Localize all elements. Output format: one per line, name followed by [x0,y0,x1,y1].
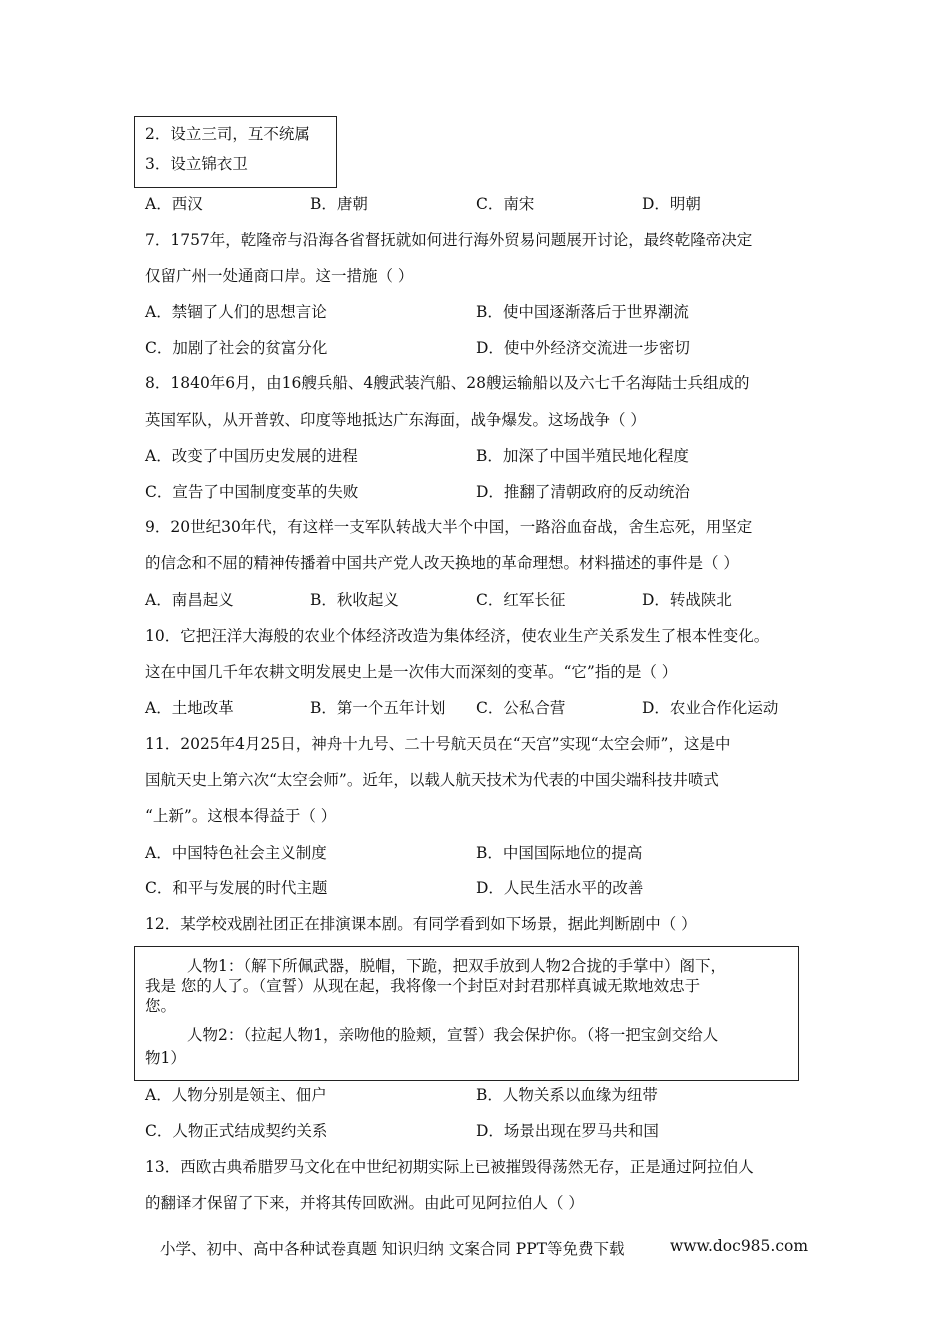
q9-option-a: A．南昌起义 [145,591,234,609]
q12-scene-box [134,946,799,1081]
q9-stem-line-1: 9．20世纪30年代，有这样一支军队转战大半个中国，一路浴血奋战，舍生忘死，用坚定 [145,518,753,536]
q7-option-d: D．使中外经济交流进一步密切 [476,339,690,357]
q11-stem-line-1: 11．2025年4月25日，神舟十九号、二十号航天员在“天宫”实现“太空会师”，这是中 [145,735,731,753]
q8-option-a: A．改变了中国历史发展的进程 [145,447,358,465]
q12-option-d: D．场景出现在罗马共和国 [476,1122,659,1140]
q12-box-line-2: 我是 您的人了。（宣誓）从现在起，我将像一个封臣对封君那样真诚无欺地效忠于 [145,977,701,995]
q8-option-d: D．推翻了清朝政府的反动统治 [476,483,690,501]
q9-stem-line-2: 的信念和不屈的精神传播着中国共产党人改天换地的革命理想。材料描述的事件是（ ） [145,554,739,572]
q11-option-c: C．和平与发展的时代主题 [145,879,328,897]
q6-option-c: C．南宋 [476,195,535,213]
q7-option-a: A．禁锢了人们的思想言论 [145,303,327,321]
q10-option-d: D．农业合作化运动 [642,699,779,717]
q11-option-d: D．人民生活水平的改善 [476,879,644,897]
q6-option-a: A．西汉 [145,195,203,213]
box-item-3: 3．设立锦衣卫 [145,155,248,173]
q10-stem-line-1: 10．它把汪洋大海般的农业个体经济改造为集体经济，使农业生产关系发生了根本性变化。 [145,627,770,645]
q12-box-line-5: 物1） [145,1049,186,1067]
footer-ad-text: 小学、初中、高中各种试卷真题 知识归纳 文案合同 PPT等免费下载 [160,1240,625,1258]
q7-option-c: C．加剧了社会的贫富分化 [145,339,328,357]
q7-stem-line-1: 7．1757年，乾隆帝与沿海各省督抚就如何进行海外贸易问题展开讨论，最终乾隆帝决定 [145,231,753,249]
q12-box-line-3: 您。 [145,997,177,1015]
q9-option-c: C．红军长征 [476,591,566,609]
footer-website[interactable]: www.doc985.com [670,1237,809,1255]
q10-option-a: A．土地改革 [145,699,234,717]
q10-option-c: C．公私合营 [476,699,566,717]
q7-option-b: B．使中国逐渐落后于世界潮流 [476,303,689,321]
q12-box-line-4: 人物2：（拉起人物1，亲吻他的脸颊，宣誓）我会保护你。（将一把宝剑交给人 [187,1026,719,1044]
q11-option-a: A．中国特色社会主义制度 [145,844,327,862]
q11-stem-line-2: 国航天史上第六次“太空会师”。近年，以载人航天技术为代表的中国尖端科技井喷式 [145,771,719,789]
q6-option-b: B．唐朝 [310,195,368,213]
q11-option-b: B．中国国际地位的提高 [476,844,643,862]
q12-stem-line-1: 12．某学校戏剧社团正在排演课本剧。有同学看到如下场景，据此判断剧中（ ） [145,915,697,933]
top-condition-box [134,116,337,188]
q9-option-b: B．秋收起义 [310,591,399,609]
q13-stem-line-2: 的翻译才保留了下来，并将其传回欧洲。由此可见阿拉伯人（ ） [145,1194,584,1212]
q10-option-b: B．第一个五年计划 [310,699,446,717]
q9-option-d: D．转战陕北 [642,591,732,609]
q6-option-d: D．明朝 [642,195,701,213]
q11-stem-line-3: “上新”。这根本得益于（ ） [145,807,337,825]
q13-stem-line-1: 13．西欧古典希腊罗马文化在中世纪初期实际上已被摧毁得荡然无存，正是通过阿拉伯人 [145,1158,754,1176]
q8-option-b: B．加深了中国半殖民地化程度 [476,447,689,465]
q10-stem-line-2: 这在中国几千年农耕文明发展史上是一次伟大而深刻的变革。“它”指的是（ ） [145,663,678,681]
q8-stem-line-1: 8．1840年6月，由16艘兵船、4艘武装汽船、28艘运输船以及六七千名海陆士兵组成的 [145,374,750,392]
box-item-2: 2．设立三司，互不统属 [145,125,310,143]
q12-option-c: C．人物正式结成契约关系 [145,1122,328,1140]
q12-option-a: A．人物分别是领主、佃户 [145,1086,327,1104]
q12-option-b: B．人物关系以血缘为纽带 [476,1086,658,1104]
q12-box-line-1: 人物1：（解下所佩武器，脱帽，下跪，把双手放到人物2合拢的手掌中）阁下， [187,957,726,975]
q8-option-c: C．宣告了中国制度变革的失败 [145,483,359,501]
q7-stem-line-2: 仅留广州一处通商口岸。这一措施（ ） [145,267,414,285]
q8-stem-line-2: 英国军队，从开普敦、印度等地抵达广东海面，战争爆发。这场战争（ ） [145,411,646,429]
